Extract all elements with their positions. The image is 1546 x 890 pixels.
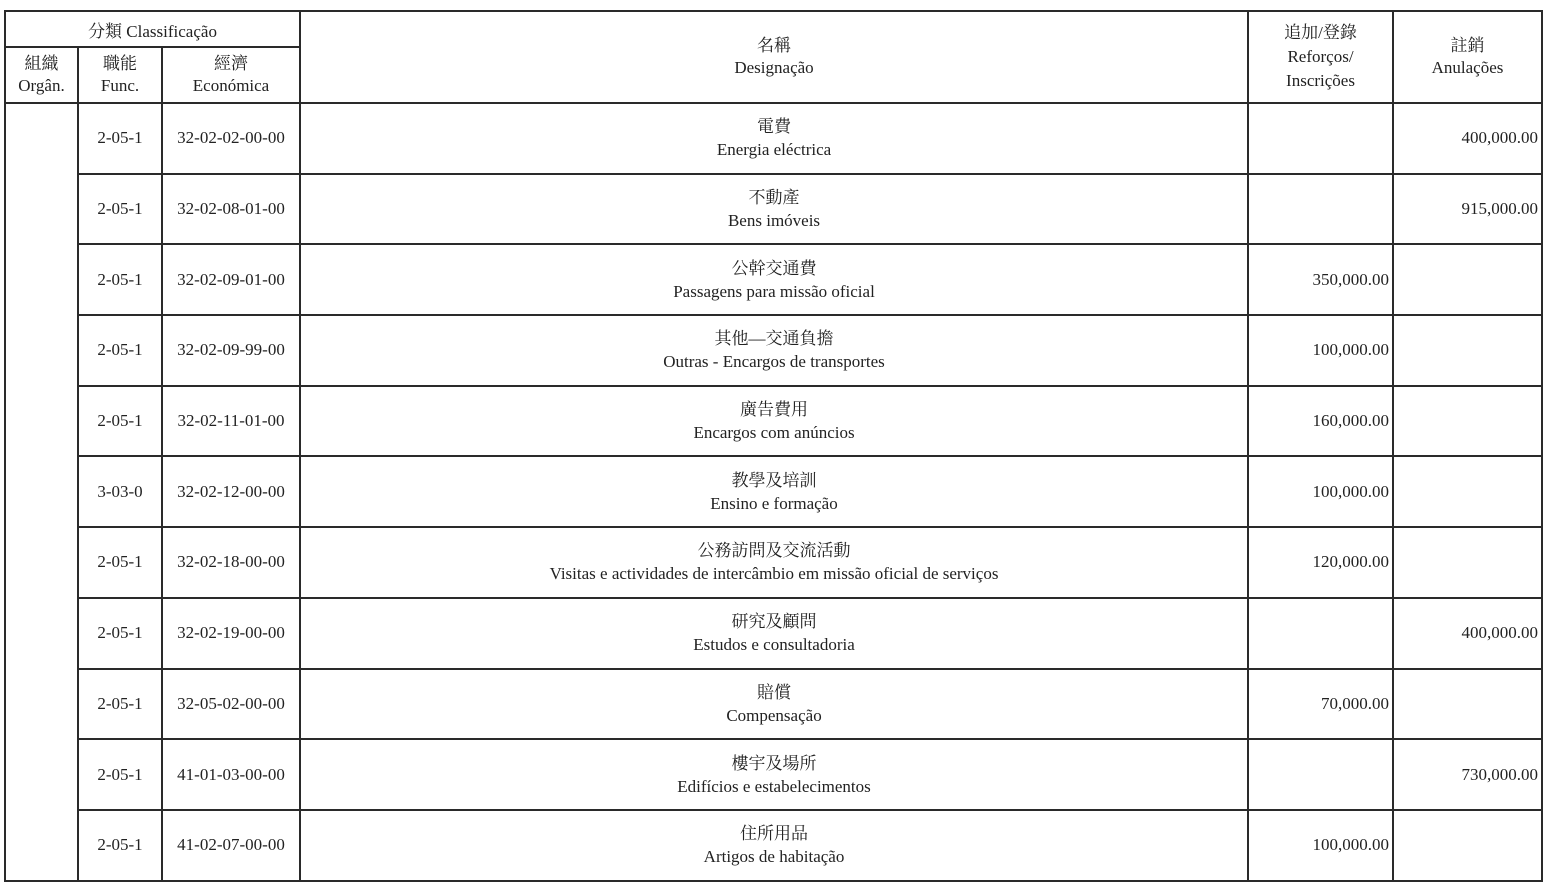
cancellation-amount [1393,386,1542,457]
reinforcement-amount [1248,739,1393,810]
function-code: 2-05-1 [78,598,162,669]
designation-pt: Encargos com anúncios [693,423,855,443]
reinforcements-header [1248,11,1393,103]
table-row [5,739,1542,810]
cancellation-amount [1393,456,1542,527]
designation-pt: Estudos e consultadoria [693,635,855,655]
economic-code: 32-02-09-99-00 [162,315,300,386]
table-row [5,386,1542,457]
economic-code: 41-01-03-00-00 [162,739,300,810]
table-row [5,174,1542,245]
function-code: 2-05-1 [78,386,162,457]
designation-pt: Bens imóveis [727,211,821,231]
designation-zh: 公務訪問及交流活動 [697,541,851,561]
cancellation-amount [1393,810,1542,881]
economic-header [162,47,300,103]
designation-zh: 住所用品 [740,824,809,844]
reinforcement-amount: 100,000.00 [1248,810,1393,881]
cancellation-amount [1393,315,1542,386]
cancellations-header-pt: Anulações [1431,58,1504,77]
function-code: 2-05-1 [78,810,162,881]
function-code: 2-05-1 [78,739,162,810]
designation-zh: 不動產 [748,188,800,208]
reinforcement-amount: 100,000.00 [1248,456,1393,527]
designation-zh: 其他—交通負擔 [714,329,834,349]
table-row [5,527,1542,598]
designation-cell [300,386,1248,457]
reinforcement-amount [1248,103,1393,174]
economic-code: 41-02-07-00-00 [162,810,300,881]
table-row [5,810,1542,881]
economic-code: 32-02-19-00-00 [162,598,300,669]
classification-header: 分類 Classificação [5,11,300,47]
designation-pt: Edifícios e estabelecimentos [677,776,871,796]
reinforcements-header-zh: 追加/登錄 [1284,23,1357,42]
designation-zh: 廣告費用 [740,400,809,420]
economic-header-pt: Económica [192,76,270,95]
reinforcements-header-pt2: Inscrições [1286,71,1355,90]
designation-pt: Energia eléctrica [716,140,832,160]
cancellations-header-zh: 註銷 [1450,36,1485,55]
designation-cell [300,315,1248,386]
function-header-zh: 職能 [103,54,137,73]
reinforcement-amount [1248,174,1393,245]
reinforcement-amount: 350,000.00 [1248,244,1393,315]
cancellation-amount: 730,000.00 [1393,739,1542,810]
designation-zh: 研究及顧問 [731,612,817,632]
economic-code: 32-02-12-00-00 [162,456,300,527]
designation-zh: 教學及培訓 [731,470,817,490]
designation-cell [300,810,1248,881]
designation-zh: 樓宇及場所 [731,753,817,773]
table-row [5,669,1542,740]
economic-code: 32-02-18-00-00 [162,527,300,598]
function-code: 2-05-1 [78,669,162,740]
table-row [5,315,1542,386]
designation-cell [300,739,1248,810]
designation-pt: Artigos de habitação [703,847,845,867]
organ-header [5,47,78,103]
organ-cell [5,103,78,881]
designation-cell [300,598,1248,669]
designation-cell [300,174,1248,245]
function-code: 3-03-0 [78,456,162,527]
cancellation-amount: 915,000.00 [1393,174,1542,245]
table-row [5,103,1542,174]
reinforcement-amount: 120,000.00 [1248,527,1393,598]
designation-zh: 賠償 [757,682,792,702]
table-row [5,598,1542,669]
economic-code: 32-02-11-01-00 [162,386,300,457]
economic-code: 32-05-02-00-00 [162,669,300,740]
designation-header-zh: 名稱 [757,36,792,55]
function-code: 2-05-1 [78,527,162,598]
reinforcement-amount: 100,000.00 [1248,315,1393,386]
economic-code: 32-02-02-00-00 [162,103,300,174]
designation-pt: Ensino e formação [710,493,838,513]
organ-header-zh: 組織 [24,54,59,73]
designation-cell [300,527,1248,598]
designation-header-pt: Designação [734,58,814,77]
table-row [5,456,1542,527]
table-body [5,103,1542,881]
function-header-pt: Func. [100,76,140,95]
cancellation-amount: 400,000.00 [1393,598,1542,669]
designation-cell [300,103,1248,174]
designation-pt: Compensação [726,705,822,725]
designation-header [300,11,1248,103]
designation-cell [300,456,1248,527]
reinforcement-amount [1248,598,1393,669]
organ-header-pt: Orgân. [18,76,65,95]
budget-table [4,10,1543,882]
function-header [78,47,162,103]
cancellation-amount [1393,669,1542,740]
economic-code: 32-02-09-01-00 [162,244,300,315]
designation-cell [300,669,1248,740]
designation-zh: 公幹交通費 [731,258,817,278]
function-code: 2-05-1 [78,244,162,315]
economic-code: 32-02-08-01-00 [162,174,300,245]
function-code: 2-05-1 [78,315,162,386]
designation-pt: Outras - Encargos de transportes [663,352,885,372]
designation-zh: 電費 [757,117,792,137]
cancellations-header [1393,11,1542,103]
reinforcement-amount: 160,000.00 [1248,386,1393,457]
table-row [5,244,1542,315]
reinforcement-amount: 70,000.00 [1248,669,1393,740]
reinforcements-header-pt1: Reforços/ [1287,47,1354,66]
cancellation-amount: 400,000.00 [1393,103,1542,174]
designation-pt: Visitas e actividades de intercâmbio em missão oficial de serviços [549,564,999,584]
cancellation-amount [1393,244,1542,315]
function-code: 2-05-1 [78,103,162,174]
designation-cell [300,244,1248,315]
economic-header-zh: 經濟 [214,54,248,73]
cancellation-amount [1393,527,1542,598]
designation-pt: Passagens para missão oficial [673,281,875,301]
function-code: 2-05-1 [78,174,162,245]
